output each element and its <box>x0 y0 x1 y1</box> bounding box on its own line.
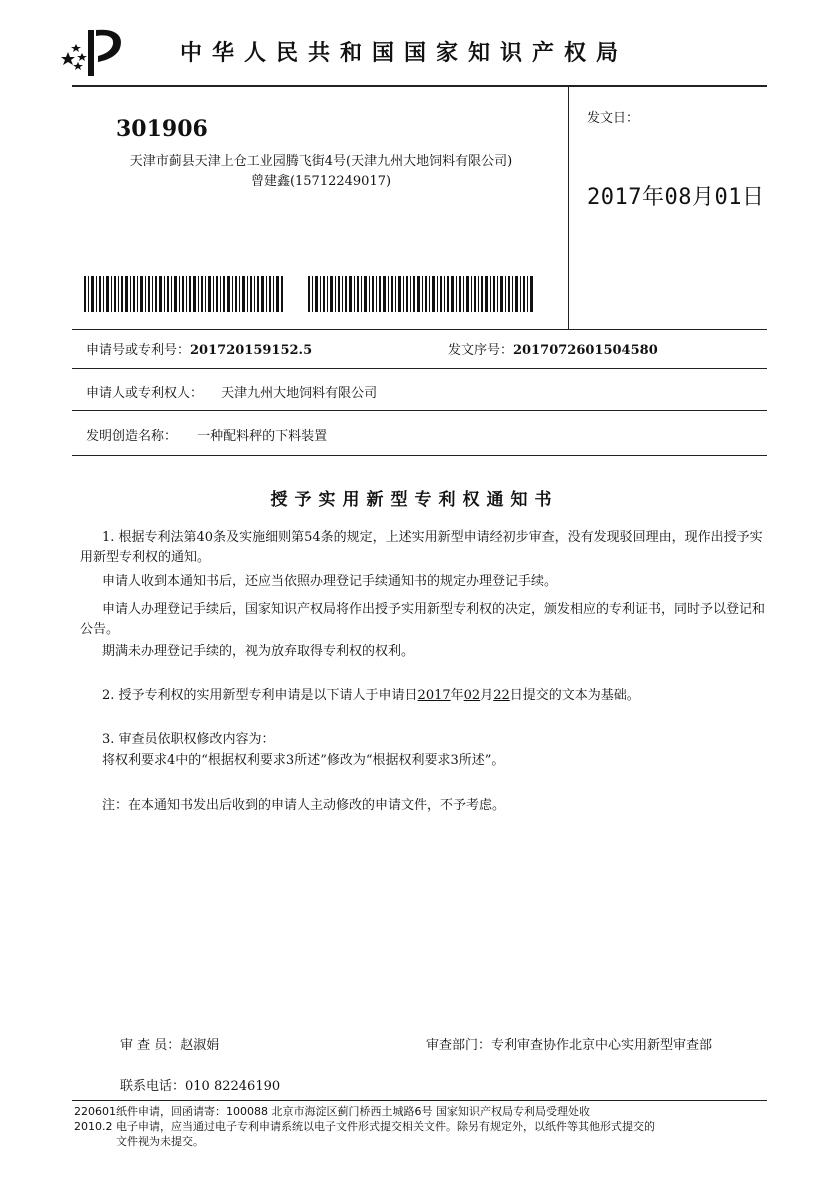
item-1-registration: 申请人收到本通知书后，还应当依照办理登记手续通知书的规定办理登记手续。 <box>102 574 558 589</box>
electronic-note-continued: 文件视为未提交。 <box>116 1135 204 1148</box>
form-code: 220601 <box>74 1105 116 1118</box>
item-3-detail: 将权利要求4中的“根据权利要求3所述”修改为“根据权利要求3所述”。 <box>102 753 505 768</box>
header-column-divider <box>568 86 569 329</box>
item-2-year-unit: 年 <box>450 688 464 703</box>
phone: 010 82246190 <box>185 1079 281 1094</box>
row-divider-4 <box>72 455 767 456</box>
serial-no-row <box>448 339 658 358</box>
item-2-year: 2017 <box>417 688 451 703</box>
item-2-month: 02 <box>463 688 481 703</box>
applicant: 天津九州大地饲料有限公司 <box>221 386 378 401</box>
cnipa-logo <box>58 22 128 80</box>
item-1-decision: 申请人办理登记手续后，国家知识产权局将作出授予实用新型专利权的决定，颁发相应的专利证书，同时予以登记和公告。 <box>80 602 766 637</box>
serial-no-label: 发文序号： <box>448 343 514 358</box>
item-2 <box>102 686 770 706</box>
recipient-address: 天津市蓟县天津上仓工业园腾飞街4号(天津九州大地饲料有限公司) <box>129 154 513 169</box>
item-2-day: 22 <box>493 688 510 703</box>
serial-no: 2017072601504580 <box>513 343 658 358</box>
phone-row <box>120 1075 280 1094</box>
form-date: 2010.2 <box>74 1120 113 1133</box>
applicant-row <box>86 382 377 401</box>
footer-divider <box>72 1100 767 1101</box>
recipient-address-block <box>86 152 556 192</box>
invention-name-row <box>86 425 327 444</box>
row-divider-3 <box>72 410 767 411</box>
send-date: 2017年08月01日 <box>587 185 765 210</box>
note: 注：在本通知书发出后收到的申请人主动修改的申请文件，不予考虑。 <box>102 798 506 813</box>
item-2-prefix: 2. 授予专利权的实用新型专利申请是以下请人于申请日 <box>102 688 418 703</box>
postcode: 301906 <box>116 116 208 142</box>
item-2-suffix: 日提交的文本为基础。 <box>509 688 640 703</box>
application-no-row <box>86 339 312 358</box>
invention-name: 一种配料秤的下料装置 <box>197 429 328 444</box>
header-divider <box>72 85 767 87</box>
application-no-label: 申请号或专利号： <box>86 343 191 358</box>
row-divider-1 <box>72 329 767 330</box>
item-1-expiry: 期满未办理登记手续的，视为放弃取得专利权的权利。 <box>102 644 415 659</box>
paper-note: 纸件申请，回函请寄：100088 北京市海淀区蓟门桥西土城路6号 国家知识产权局专利局受理处收 <box>116 1105 590 1118</box>
recipient-contact: 曾建鑫(15712249017) <box>250 174 392 189</box>
office-name: 中华人民共和国国家知识产权局 <box>180 41 629 66</box>
dept-row <box>426 1034 712 1053</box>
row-divider-2 <box>72 368 767 369</box>
applicant-label: 申请人或专利权人： <box>86 386 204 401</box>
dept-label: 审查部门： <box>426 1038 492 1053</box>
barcode-right <box>308 276 533 312</box>
dept: 专利审查协作北京中心实用新型审查部 <box>491 1038 713 1053</box>
item-2-month-unit: 月 <box>480 688 494 703</box>
electronic-note: 电子申请，应当通过电子专利申请系统以电子文件形式提交相关文件。除另有规定外，以纸件等其他形式提交的 <box>116 1120 655 1133</box>
item-3: 3. 审查员依职权修改内容为： <box>102 732 275 747</box>
notice-title: 授予实用新型专利权通知书 <box>270 490 559 510</box>
send-date-label: 发文日： <box>587 111 640 126</box>
application-no: 201720159152.5 <box>190 343 313 358</box>
examiner-label: 审 查 员： <box>120 1038 181 1053</box>
barcode-left <box>84 276 284 312</box>
item-1: 1. 根据专利法第40条及实施细则第54条的规定，上述实用新型申请经初步审查，没有发现驳回理由，现作出授予实用新型专利权的通知。 <box>80 530 763 565</box>
examiner-row <box>120 1034 219 1053</box>
examiner: 赵淑娟 <box>180 1038 220 1053</box>
phone-label: 联系电话： <box>120 1079 186 1094</box>
invention-name-label: 发明创造名称： <box>86 429 178 444</box>
